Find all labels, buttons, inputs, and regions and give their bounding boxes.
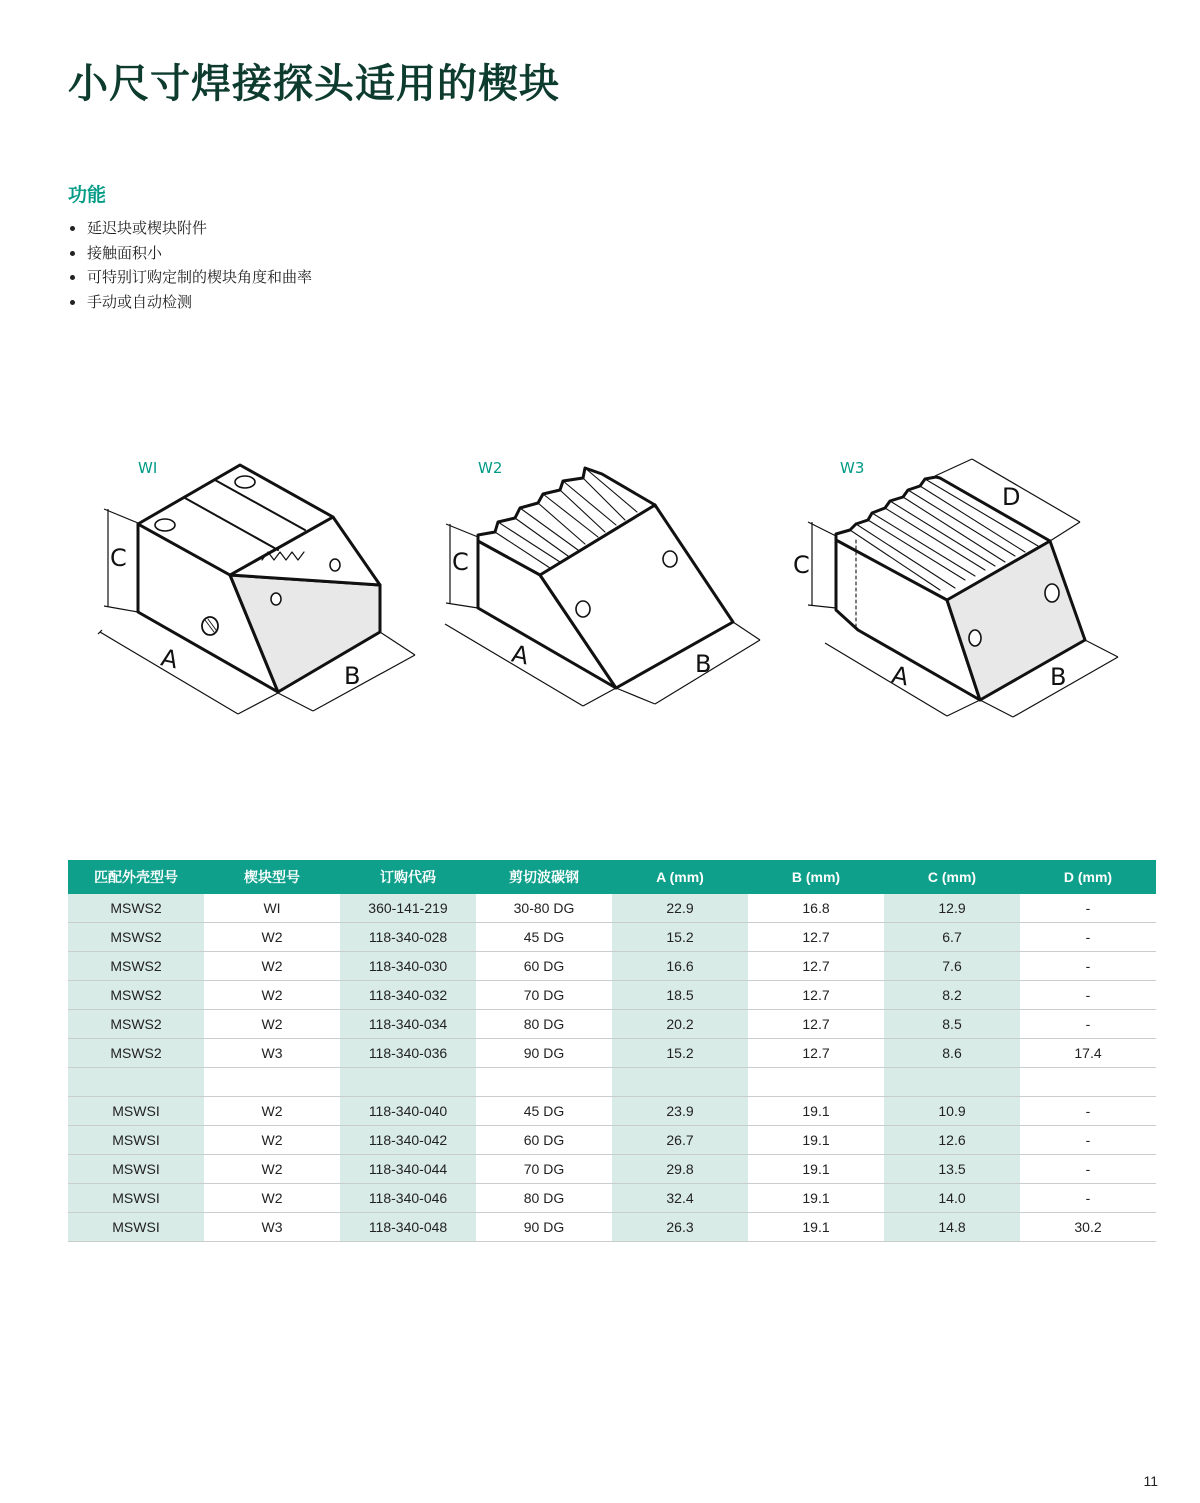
table-cell: 12.7 — [748, 981, 884, 1010]
table-cell — [884, 1068, 1020, 1097]
table-cell — [612, 1068, 748, 1097]
table-cell: 45 DG — [476, 923, 612, 952]
w3-dim-a: A — [889, 660, 912, 692]
feature-item: 可特别订购定制的楔块角度和曲率 — [68, 265, 312, 290]
table-cell: MSWS2 — [68, 981, 204, 1010]
w2-dim-a: A — [509, 639, 532, 671]
table-cell: MSWS2 — [68, 1010, 204, 1039]
feature-item: 接触面积小 — [68, 241, 312, 266]
table-row — [68, 923, 1156, 952]
table-cell: MSWSI — [68, 1184, 204, 1213]
table-cell — [1020, 1068, 1156, 1097]
table-cell: 12.7 — [748, 952, 884, 981]
table-cell: 15.2 — [612, 1039, 748, 1068]
table-cell: 60 DG — [476, 1126, 612, 1155]
table-body — [68, 894, 1156, 1242]
table-row — [68, 1068, 1156, 1097]
table-cell: 360-141-219 — [340, 894, 476, 923]
table-cell: 80 DG — [476, 1184, 612, 1213]
table-cell: 14.0 — [884, 1184, 1020, 1213]
w2-dim-c: C — [452, 548, 469, 576]
table-cell: MSWSI — [68, 1126, 204, 1155]
table-cell: 8.5 — [884, 1010, 1020, 1039]
table-cell: 29.8 — [612, 1155, 748, 1184]
table-cell: MSWS2 — [68, 923, 204, 952]
table-cell: 118-340-044 — [340, 1155, 476, 1184]
w3-dim-c: C — [793, 551, 810, 579]
table-cell: 118-340-032 — [340, 981, 476, 1010]
wedge-spec-table — [68, 860, 1156, 1242]
table-cell: MSWS2 — [68, 894, 204, 923]
col-header-order-code: 订购代码 — [340, 860, 476, 894]
table-cell: W2 — [204, 1126, 340, 1155]
table-cell: 16.8 — [748, 894, 884, 923]
col-header-c: C (mm) — [884, 860, 1020, 894]
table-cell: 10.9 — [884, 1097, 1020, 1126]
col-header-shear-wave: 剪切波碳钢 — [476, 860, 612, 894]
feature-item: 手动或自动检测 — [68, 290, 312, 315]
table-cell: 23.9 — [612, 1097, 748, 1126]
table-cell: 118-340-034 — [340, 1010, 476, 1039]
w3-dim-b: B — [1050, 663, 1067, 691]
table-cell: 20.2 — [612, 1010, 748, 1039]
table-cell: 13.5 — [884, 1155, 1020, 1184]
col-header-wedge: 楔块型号 — [204, 860, 340, 894]
table-cell: 8.6 — [884, 1039, 1020, 1068]
table-cell: 70 DG — [476, 1155, 612, 1184]
table-cell: 90 DG — [476, 1213, 612, 1242]
w3-dim-d: D — [1002, 483, 1021, 511]
table-cell: 12.7 — [748, 1039, 884, 1068]
table-cell: 19.1 — [748, 1184, 884, 1213]
table-cell: 32.4 — [612, 1184, 748, 1213]
col-header-a: A (mm) — [612, 860, 748, 894]
table-cell: W2 — [204, 1184, 340, 1213]
table-cell: 26.3 — [612, 1213, 748, 1242]
table-row — [68, 894, 1156, 923]
table-cell: 19.1 — [748, 1213, 884, 1242]
table-cell: - — [1020, 1155, 1156, 1184]
table-cell: 118-340-040 — [340, 1097, 476, 1126]
w2-label: W2 — [478, 459, 503, 477]
table-cell: 70 DG — [476, 981, 612, 1010]
table-cell: W2 — [204, 981, 340, 1010]
page-title: 小尺寸焊接探头适用的楔块 — [68, 61, 560, 107]
table-cell: W3 — [204, 1213, 340, 1242]
table-cell: - — [1020, 1097, 1156, 1126]
table-cell: 12.7 — [748, 1010, 884, 1039]
table-cell: - — [1020, 981, 1156, 1010]
table-cell: W2 — [204, 1010, 340, 1039]
table-cell: 8.2 — [884, 981, 1020, 1010]
table-cell: 16.6 — [612, 952, 748, 981]
table-row — [68, 952, 1156, 981]
table-cell — [476, 1068, 612, 1097]
table-cell: W2 — [204, 1155, 340, 1184]
table-cell: 118-340-042 — [340, 1126, 476, 1155]
table-cell: MSWS2 — [68, 1039, 204, 1068]
table-cell: - — [1020, 1010, 1156, 1039]
table-cell: 118-340-036 — [340, 1039, 476, 1068]
table-cell: 14.8 — [884, 1213, 1020, 1242]
table-cell: 22.9 — [612, 894, 748, 923]
table-row — [68, 1039, 1156, 1068]
table-cell: 90 DG — [476, 1039, 612, 1068]
table-cell: 17.4 — [1020, 1039, 1156, 1068]
table-cell: 18.5 — [612, 981, 748, 1010]
table-cell: 30.2 — [1020, 1213, 1156, 1242]
feature-item: 延迟块或楔块附件 — [68, 216, 312, 241]
table-cell: 118-340-048 — [340, 1213, 476, 1242]
table-cell: 19.1 — [748, 1155, 884, 1184]
w1-dim-b: B — [344, 662, 361, 690]
table-cell: 12.9 — [884, 894, 1020, 923]
w2-dim-b: B — [695, 650, 712, 678]
table-row — [68, 1184, 1156, 1213]
table-cell — [748, 1068, 884, 1097]
table-row — [68, 1097, 1156, 1126]
table-cell: 26.7 — [612, 1126, 748, 1155]
w1-dim-a: A — [158, 643, 181, 675]
table-cell: 12.7 — [748, 923, 884, 952]
table-cell: WI — [204, 894, 340, 923]
w3-label: W3 — [840, 459, 865, 477]
table-cell: MSWS2 — [68, 952, 204, 981]
w1-dim-c: C — [110, 544, 127, 572]
table-cell: 60 DG — [476, 952, 612, 981]
table-cell: W2 — [204, 952, 340, 981]
table-cell: 45 DG — [476, 1097, 612, 1126]
table-cell: 19.1 — [748, 1126, 884, 1155]
table-cell — [204, 1068, 340, 1097]
col-header-b: B (mm) — [748, 860, 884, 894]
table-row — [68, 1213, 1156, 1242]
table-cell: 30-80 DG — [476, 894, 612, 923]
table-cell: 118-340-030 — [340, 952, 476, 981]
table-row — [68, 1010, 1156, 1039]
table-cell: W2 — [204, 923, 340, 952]
table-cell: 19.1 — [748, 1097, 884, 1126]
table-cell: - — [1020, 923, 1156, 952]
table-cell — [68, 1068, 204, 1097]
col-header-d: D (mm) — [1020, 860, 1156, 894]
table-cell: W2 — [204, 1097, 340, 1126]
table-cell: - — [1020, 952, 1156, 981]
table-cell: 12.6 — [884, 1126, 1020, 1155]
table-cell: 6.7 — [884, 923, 1020, 952]
table-cell: - — [1020, 894, 1156, 923]
page-number: 11 — [1143, 1473, 1158, 1489]
features-heading: 功能 — [68, 184, 107, 206]
table-header-row — [68, 860, 1156, 894]
table-cell: MSWSI — [68, 1097, 204, 1126]
table-cell: 7.6 — [884, 952, 1020, 981]
table-row — [68, 981, 1156, 1010]
table-cell — [340, 1068, 476, 1097]
col-header-housing: 匹配外壳型号 — [68, 860, 204, 894]
table-cell: - — [1020, 1126, 1156, 1155]
table-cell: 15.2 — [612, 923, 748, 952]
table-cell: 80 DG — [476, 1010, 612, 1039]
table-cell: MSWSI — [68, 1155, 204, 1184]
table-cell: 118-340-028 — [340, 923, 476, 952]
w3-wedge-drawing — [836, 477, 1085, 700]
table-cell: - — [1020, 1184, 1156, 1213]
w1-label: WI — [138, 459, 158, 477]
table-row — [68, 1126, 1156, 1155]
table-cell: MSWSI — [68, 1213, 204, 1242]
table-cell: 118-340-046 — [340, 1184, 476, 1213]
table-cell: W3 — [204, 1039, 340, 1068]
table-row — [68, 1155, 1156, 1184]
